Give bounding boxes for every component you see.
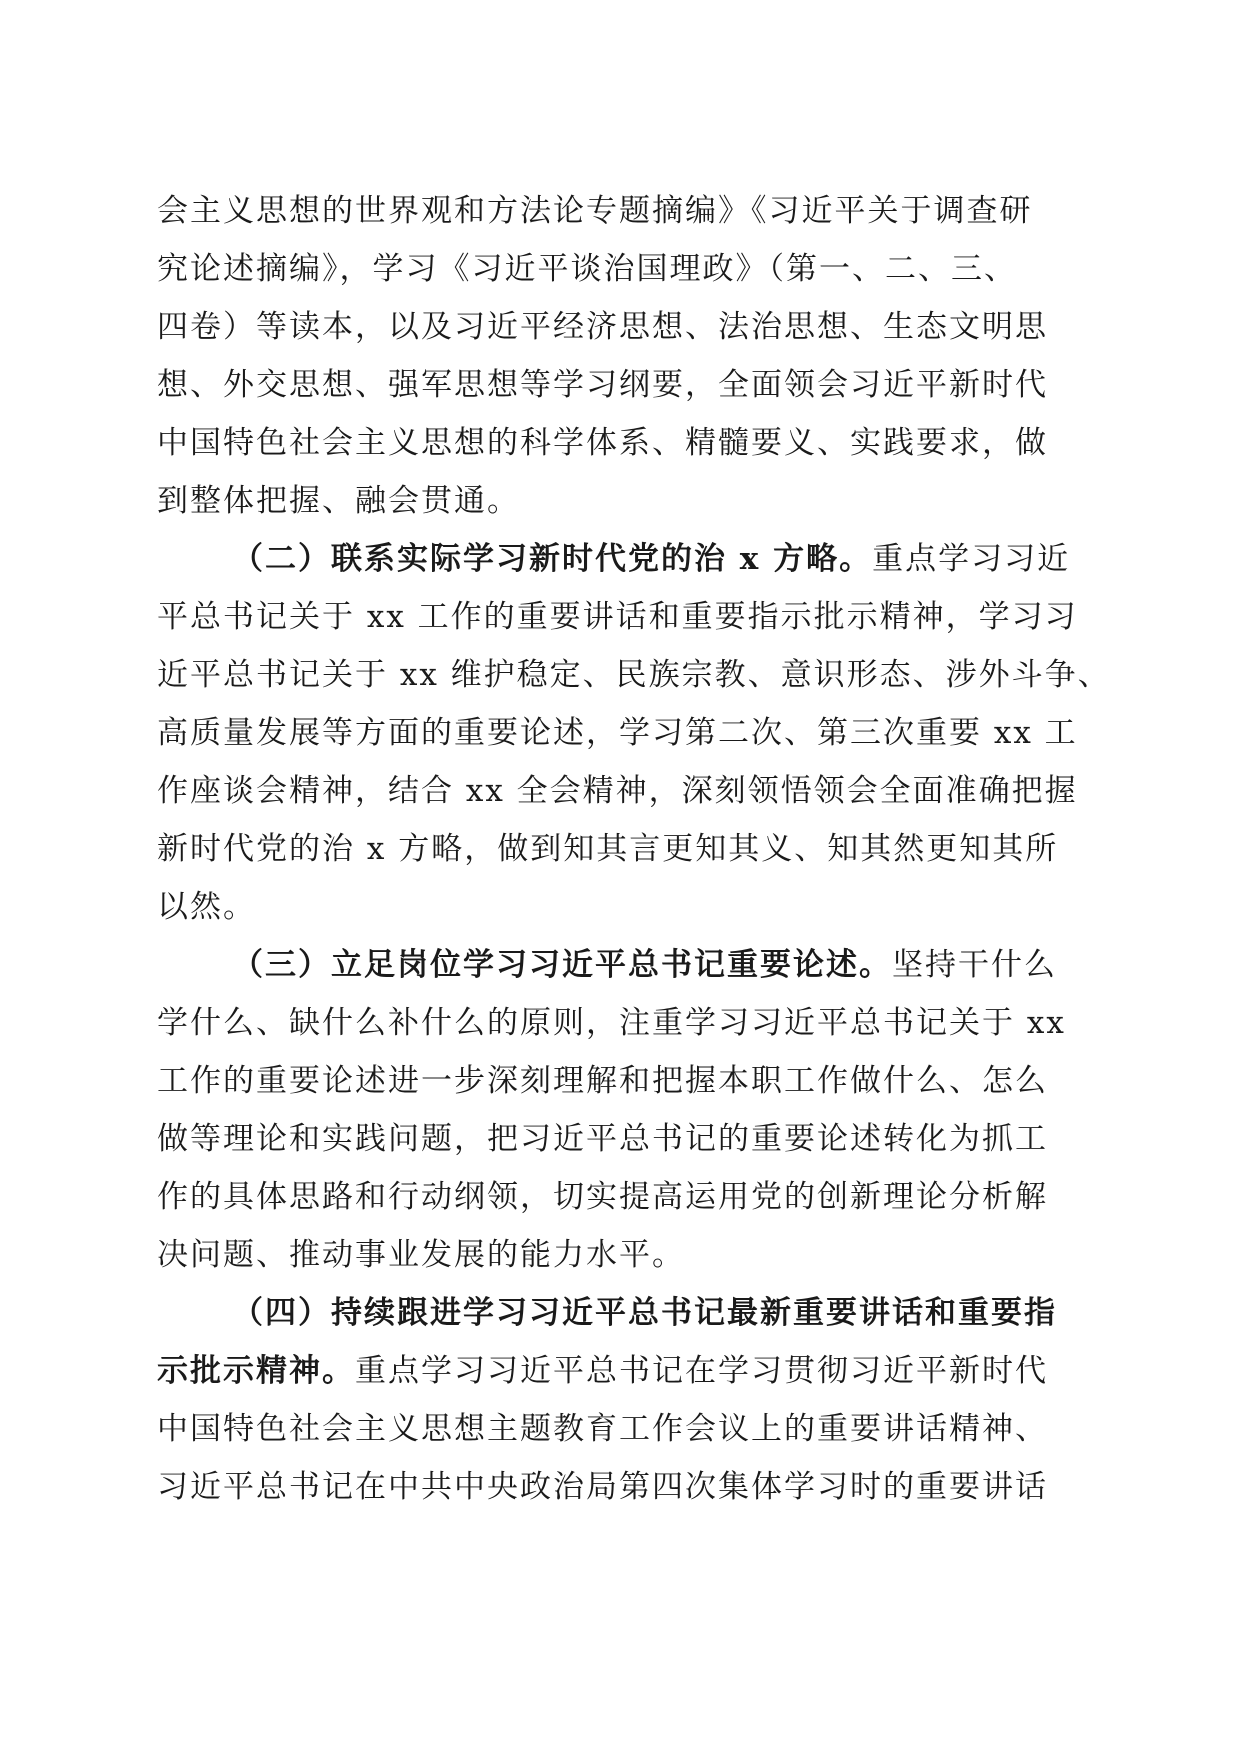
- body-text: 工作的重要论述进一步深刻理解和把握本职工作做什么、怎么: [157, 1063, 1048, 1099]
- text-line: [157, 182, 1087, 240]
- text-line: [157, 1168, 1087, 1226]
- text-line: [157, 646, 1111, 704]
- text-line: [157, 298, 1087, 356]
- text-line: [157, 1110, 1087, 1168]
- body-text: 近平总书记关于 xx 维护稳定、民族宗教、意识形态、涉外斗争、: [157, 657, 1111, 693]
- body-text: 重点学习习近平总书记在学习贯彻习近平新时代: [355, 1353, 1048, 1389]
- text-line: [157, 356, 1087, 414]
- paragraph: [157, 936, 1087, 1284]
- paragraph: [157, 1284, 1087, 1516]
- text-line: [157, 704, 1087, 762]
- body-text: 坚持干什么: [892, 947, 1057, 983]
- text-line: [157, 820, 1087, 878]
- paragraph: [157, 182, 1087, 530]
- body-text: 做等理论和实践问题，把习近平总书记的重要论述转化为抓工: [157, 1121, 1048, 1157]
- body-text: 新时代党的治 x 方略，做到知其言更知其义、知其然更知其所: [157, 831, 1059, 867]
- body-text: 重点学习习近: [872, 541, 1071, 577]
- text-line: [157, 762, 1087, 820]
- body-text: 作座谈会精神，结合 xx 全会精神，深刻领悟领会全面准确把握: [157, 773, 1078, 809]
- section-heading-text: 示批示精神。: [157, 1353, 355, 1389]
- text-line: [157, 1226, 1087, 1284]
- text-line: [157, 240, 1087, 298]
- section-heading-text: （三）立足岗位学习习近平总书记重要论述。: [232, 947, 892, 983]
- text-line: [157, 414, 1087, 472]
- section-heading-text: （二）联系实际学习新时代党的治 x 方略。: [232, 541, 873, 577]
- body-text: 中国特色社会主义思想的科学体系、精髓要义、实践要求，做: [157, 425, 1048, 461]
- text-line: [157, 878, 1087, 936]
- body-text: 四卷）等读本，以及习近平经济思想、法治思想、生态文明思: [157, 309, 1048, 345]
- body-text: 高质量发展等方面的重要论述，学习第二次、第三次重要 xx 工: [157, 715, 1078, 751]
- text-line: [157, 1284, 1087, 1342]
- body-text: 以然。: [157, 889, 256, 925]
- body-text: 究论述摘编》，学习《习近平谈治国理政》（第一、二、三、: [157, 251, 1017, 287]
- text-line: [157, 1458, 1087, 1516]
- body-text: 学什么、缺什么补什么的原则，注重学习习近平总书记关于 xx: [157, 1005, 1066, 1041]
- body-text: 想、外交思想、强军思想等学习纲要，全面领会习近平新时代: [157, 367, 1048, 403]
- body-text: 会主义思想的世界观和方法论专题摘编》《习近平关于调查研: [157, 193, 1033, 229]
- text-line: [157, 472, 1087, 530]
- text-line: [157, 1342, 1087, 1400]
- paragraph: [157, 530, 1111, 936]
- text-line: [157, 1052, 1087, 1110]
- body-text: 平总书记关于 xx 工作的重要讲话和重要指示批示精神，学习习: [157, 599, 1078, 635]
- body-text: 中国特色社会主义思想主题教育工作会议上的重要讲话精神、: [157, 1411, 1048, 1447]
- body-text: 习近平总书记在中共中央政治局第四次集体学习时的重要讲话: [157, 1469, 1048, 1505]
- text-line: [157, 530, 1087, 588]
- text-line: [157, 936, 1087, 994]
- text-line: [157, 1400, 1087, 1458]
- text-line: [157, 588, 1087, 646]
- body-text: 作的具体思路和行动纲领，切实提高运用党的创新理论分析解: [157, 1179, 1048, 1215]
- text-line: [157, 994, 1087, 1052]
- body-text: 到整体把握、融会贯通。: [157, 483, 520, 519]
- section-heading-text: （四）持续跟进学习习近平总书记最新重要讲话和重要指: [232, 1295, 1057, 1331]
- body-text: 决问题、推动事业发展的能力水平。: [157, 1237, 685, 1273]
- document-body: [157, 182, 1111, 1516]
